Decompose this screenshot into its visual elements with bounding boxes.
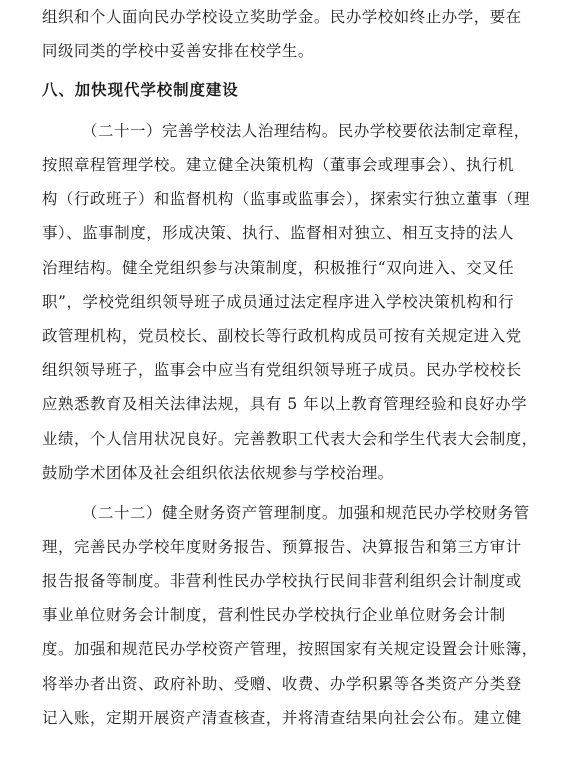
paragraph-line: 同级同类的学校中妥善安排在校学生。 [42,42,314,60]
paragraph-line: 治理结构。健全党组织参与决策制度，积极推行“双向进入、交叉任 [42,259,515,277]
paragraph-line: 组织和个人面向民办学校设立奖助学金。民办学校如终止办学，要在 [42,8,522,26]
paragraph-line: 按照章程管理学校。建立健全决策机构（董事会或理事会）、执行机 [42,156,515,174]
paragraph-line: 职”，学校党组织领导班子成员通过法定程序进入学校决策机构和行 [42,293,515,311]
paragraph-line: 理，完善民办学校年度财务报告、预算报告、决算报告和第三方审计 [42,538,522,556]
paragraph-line: 构（行政班子）和监督机构（监事或监事会），探索实行独立董事（理 [42,190,531,208]
paragraph-line: 报告报备等制度。非营利性民办学校执行民间非营利组织会计制度或 [42,572,522,590]
paragraph-line: 将举办者出资、政府补助、受赠、收费、办学积累等各类资产分类登 [42,675,522,693]
paragraph-line: 政管理机构，党员校长、副校长等行政机构成员可按有关规定进入党 [42,327,522,345]
section-heading: 八、加快现代学校制度建设 [42,81,239,99]
paragraph-line: 度。加强和规范民办学校资产管理，按照国家有关规定设置会计账簿， [42,640,538,658]
paragraph-line: 组织领导班子，监事会中应当有党组织领导班子成员。民办学校校长 [42,361,522,379]
paragraph-line: 事业单位财务会计制度，营利性民办学校执行企业单位财务会计制 [42,606,506,624]
paragraph-line: 记入账，定期开展资产清查核查，并将清查结果向社会公布。建立健 [42,709,522,727]
paragraph-line: 鼓励学术团体及社会组织依法依规参与学校治理。 [42,464,394,482]
paragraph-line: 事）、监事制度，形成决策、执行、监督相对独立、相互支持的法人 [42,224,515,242]
paragraph-line: （二十二）健全财务资产管理制度。加强和规范民办学校财务管 [82,504,530,522]
paragraph-line: 业绩，个人信用状况良好。完善教职工代表大会和学生代表大会制度， [42,430,538,448]
paragraph-line: （二十一）完善学校法人治理结构。民办学校要依法制定章程， [82,122,530,140]
paragraph-line: 应熟悉教育及相关法律法规，具有 5 年以上教育管理经验和良好办学 [42,395,528,413]
